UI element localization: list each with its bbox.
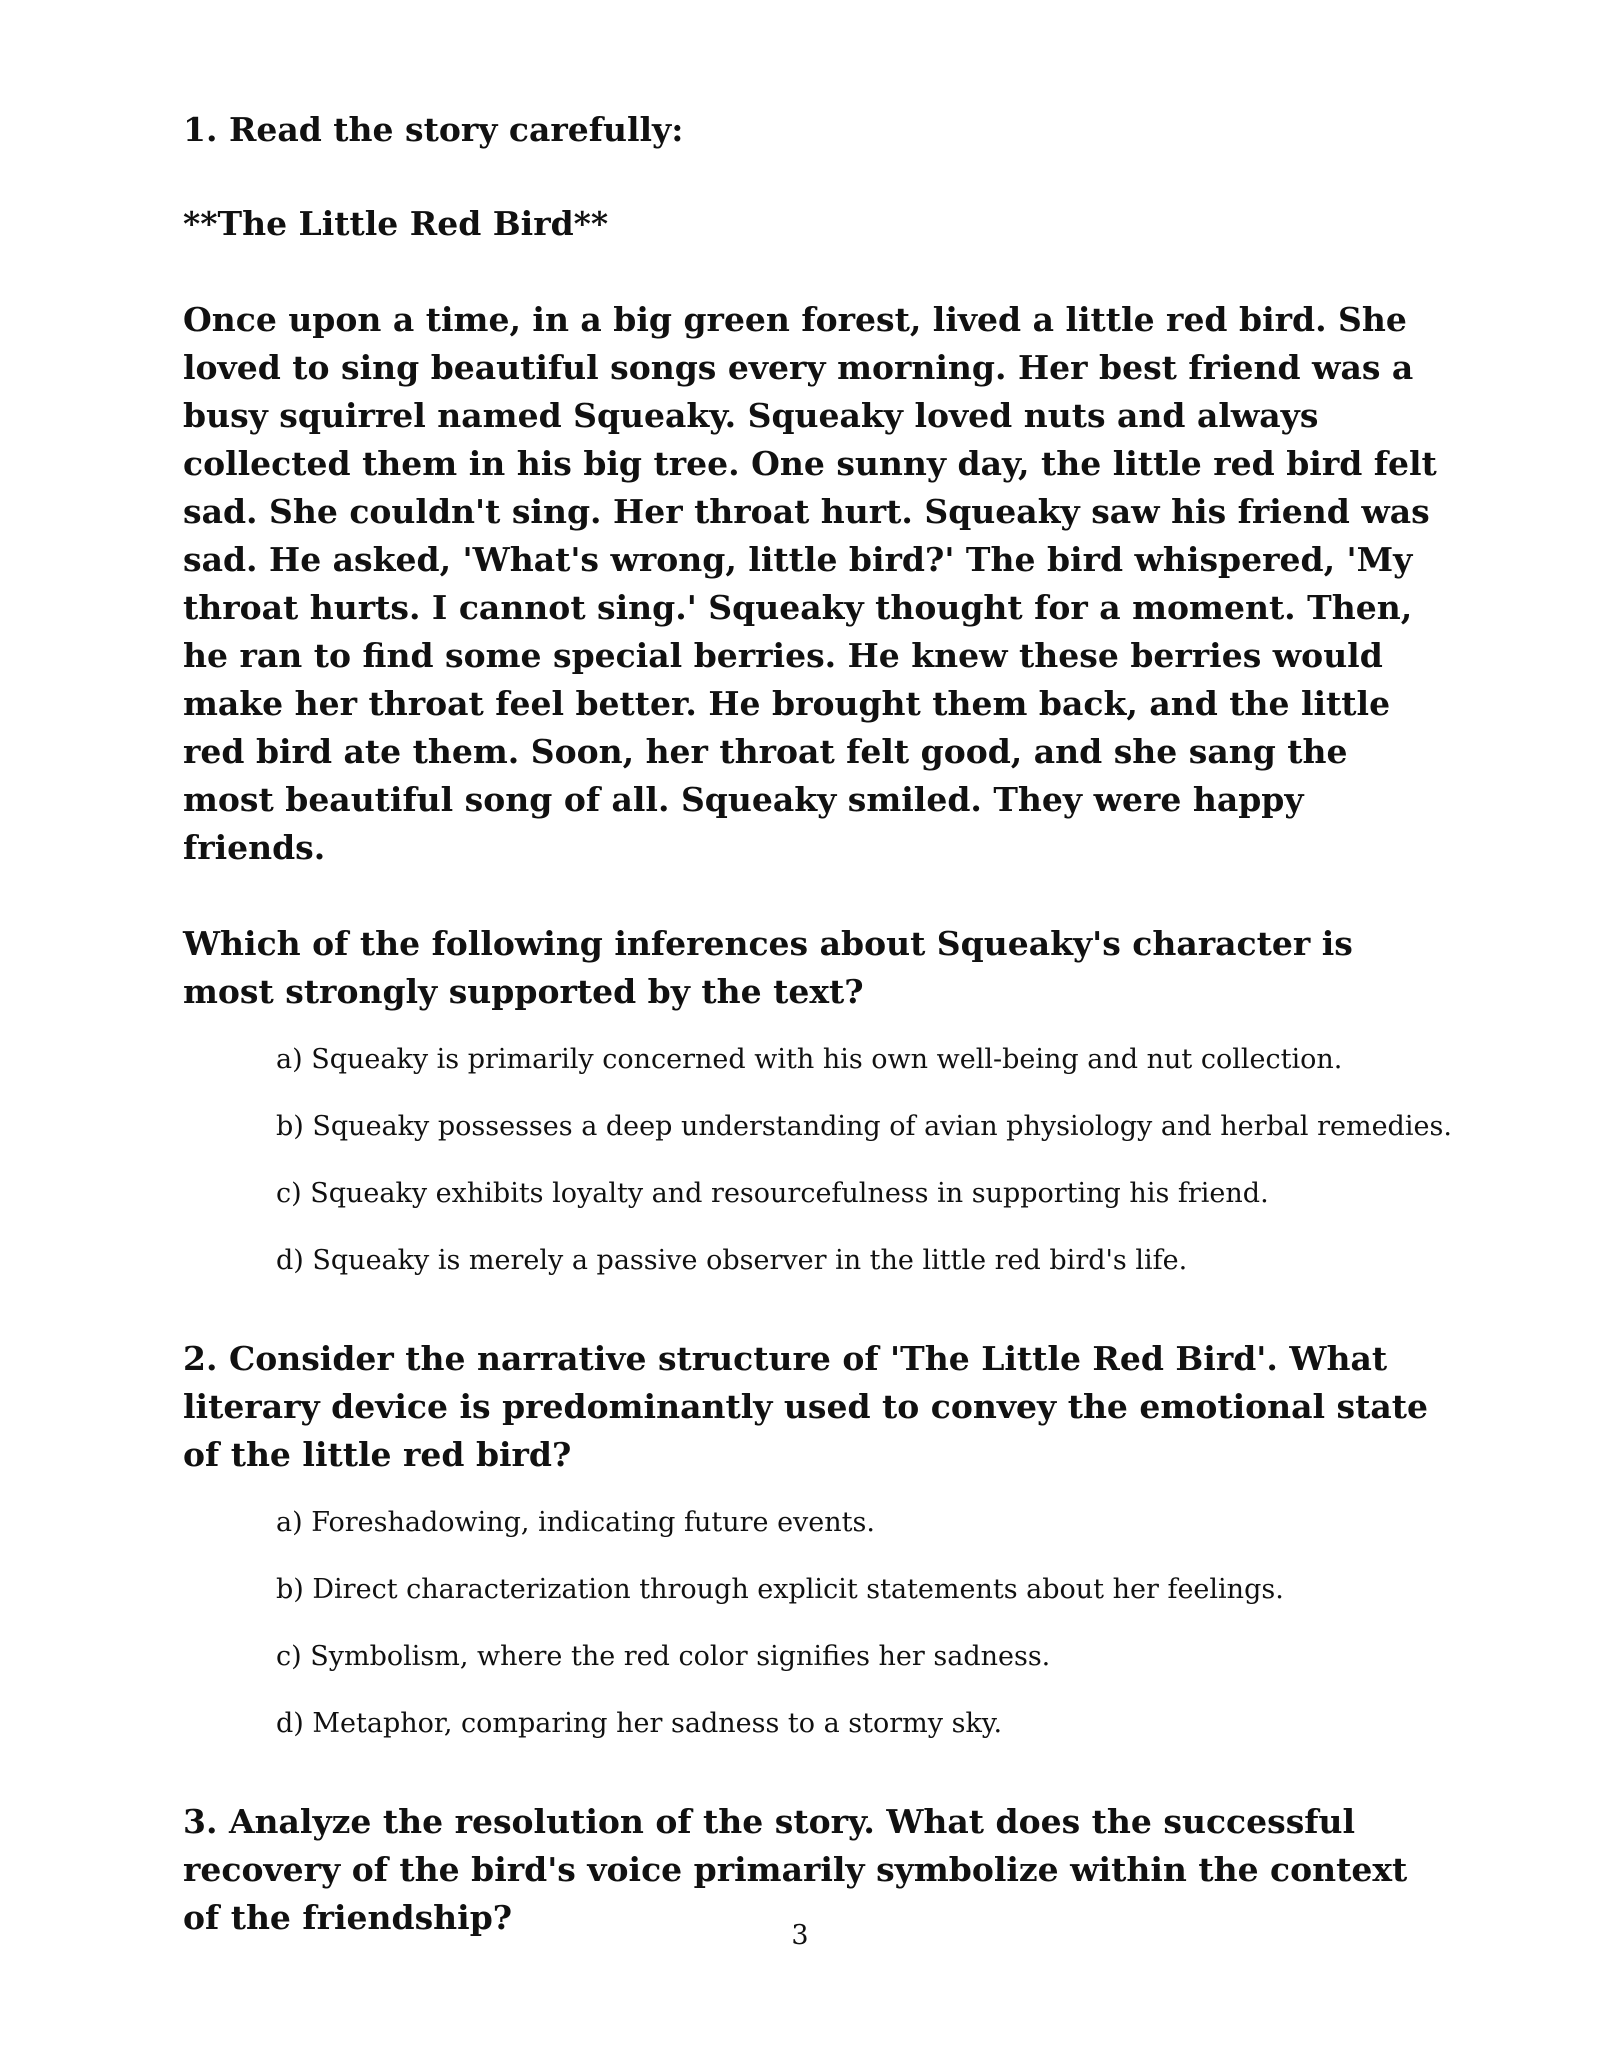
page-number: 3 bbox=[791, 1920, 809, 1951]
story-text: Once upon a time, in a big green forest, lived a little red bird. She loved to sing beautiful songs every morning. Her best friend was a busy squirrel named Squeaky. Squeaky loved nuts and always collected them in his big tree. One sunny day, the little red bird felt sad. She couldn't sing. Her throat hurt. Squeaky saw his friend was sad. He asked, 'What's wrong, little bird?' The bird whispered, 'My throat hurts. I cannot sing.' Squeaky thought for a moment. Then, he ran to find some special berries. He knew these berries would make her throat feel better. He brought them back, and the little red bird ate them. Soon, her throat felt good, and she sang the most beautiful song of all. Squeaky smiled. They were happy friends. bbox=[183, 300, 1437, 867]
question-1-prompt: Which of the following inferences about Squeaky's character is most strongly supported by the text? bbox=[183, 924, 1353, 1011]
question-3-prompt: 3. Analyze the resolution of the story. What does the successful recovery of the bird's voice primarily symbolize within the context of the friendship? bbox=[183, 1802, 1408, 1937]
question-1-option-d: d) Squeaky is merely a passive observer in the little red bird's life. bbox=[276, 1245, 1188, 1276]
question-1-option-c: c) Squeaky exhibits loyalty and resourcefulness in supporting his friend. bbox=[276, 1178, 1269, 1209]
question-1-instruction: 1. Read the story carefully: bbox=[183, 110, 684, 149]
question-1-option-a: a) Squeaky is primarily concerned with his own well-being and nut collection. bbox=[276, 1044, 1343, 1075]
question-2-option-a: a) Foreshadowing, indicating future events. bbox=[276, 1507, 875, 1538]
question-1-option-b: b) Squeaky possesses a deep understanding of avian physiology and herbal remedies. bbox=[276, 1111, 1452, 1142]
question-2-prompt: 2. Consider the narrative structure of 'The Little Red Bird'. What literary device is predominantly used to convey the emotional state of the little red bird? bbox=[183, 1339, 1428, 1474]
question-2-option-b: b) Direct characterization through explicit statements about her feelings. bbox=[276, 1574, 1284, 1605]
worksheet-content bbox=[183, 106, 1453, 1942]
story-title: **The Little Red Bird** bbox=[183, 204, 609, 243]
question-2-option-c: c) Symbolism, where the red color signifies her sadness. bbox=[276, 1641, 1051, 1672]
question-2-option-d: d) Metaphor, comparing her sadness to a stormy sky. bbox=[276, 1708, 1003, 1739]
question-1-options bbox=[276, 1042, 1453, 1279]
question-2-options bbox=[276, 1505, 1453, 1742]
